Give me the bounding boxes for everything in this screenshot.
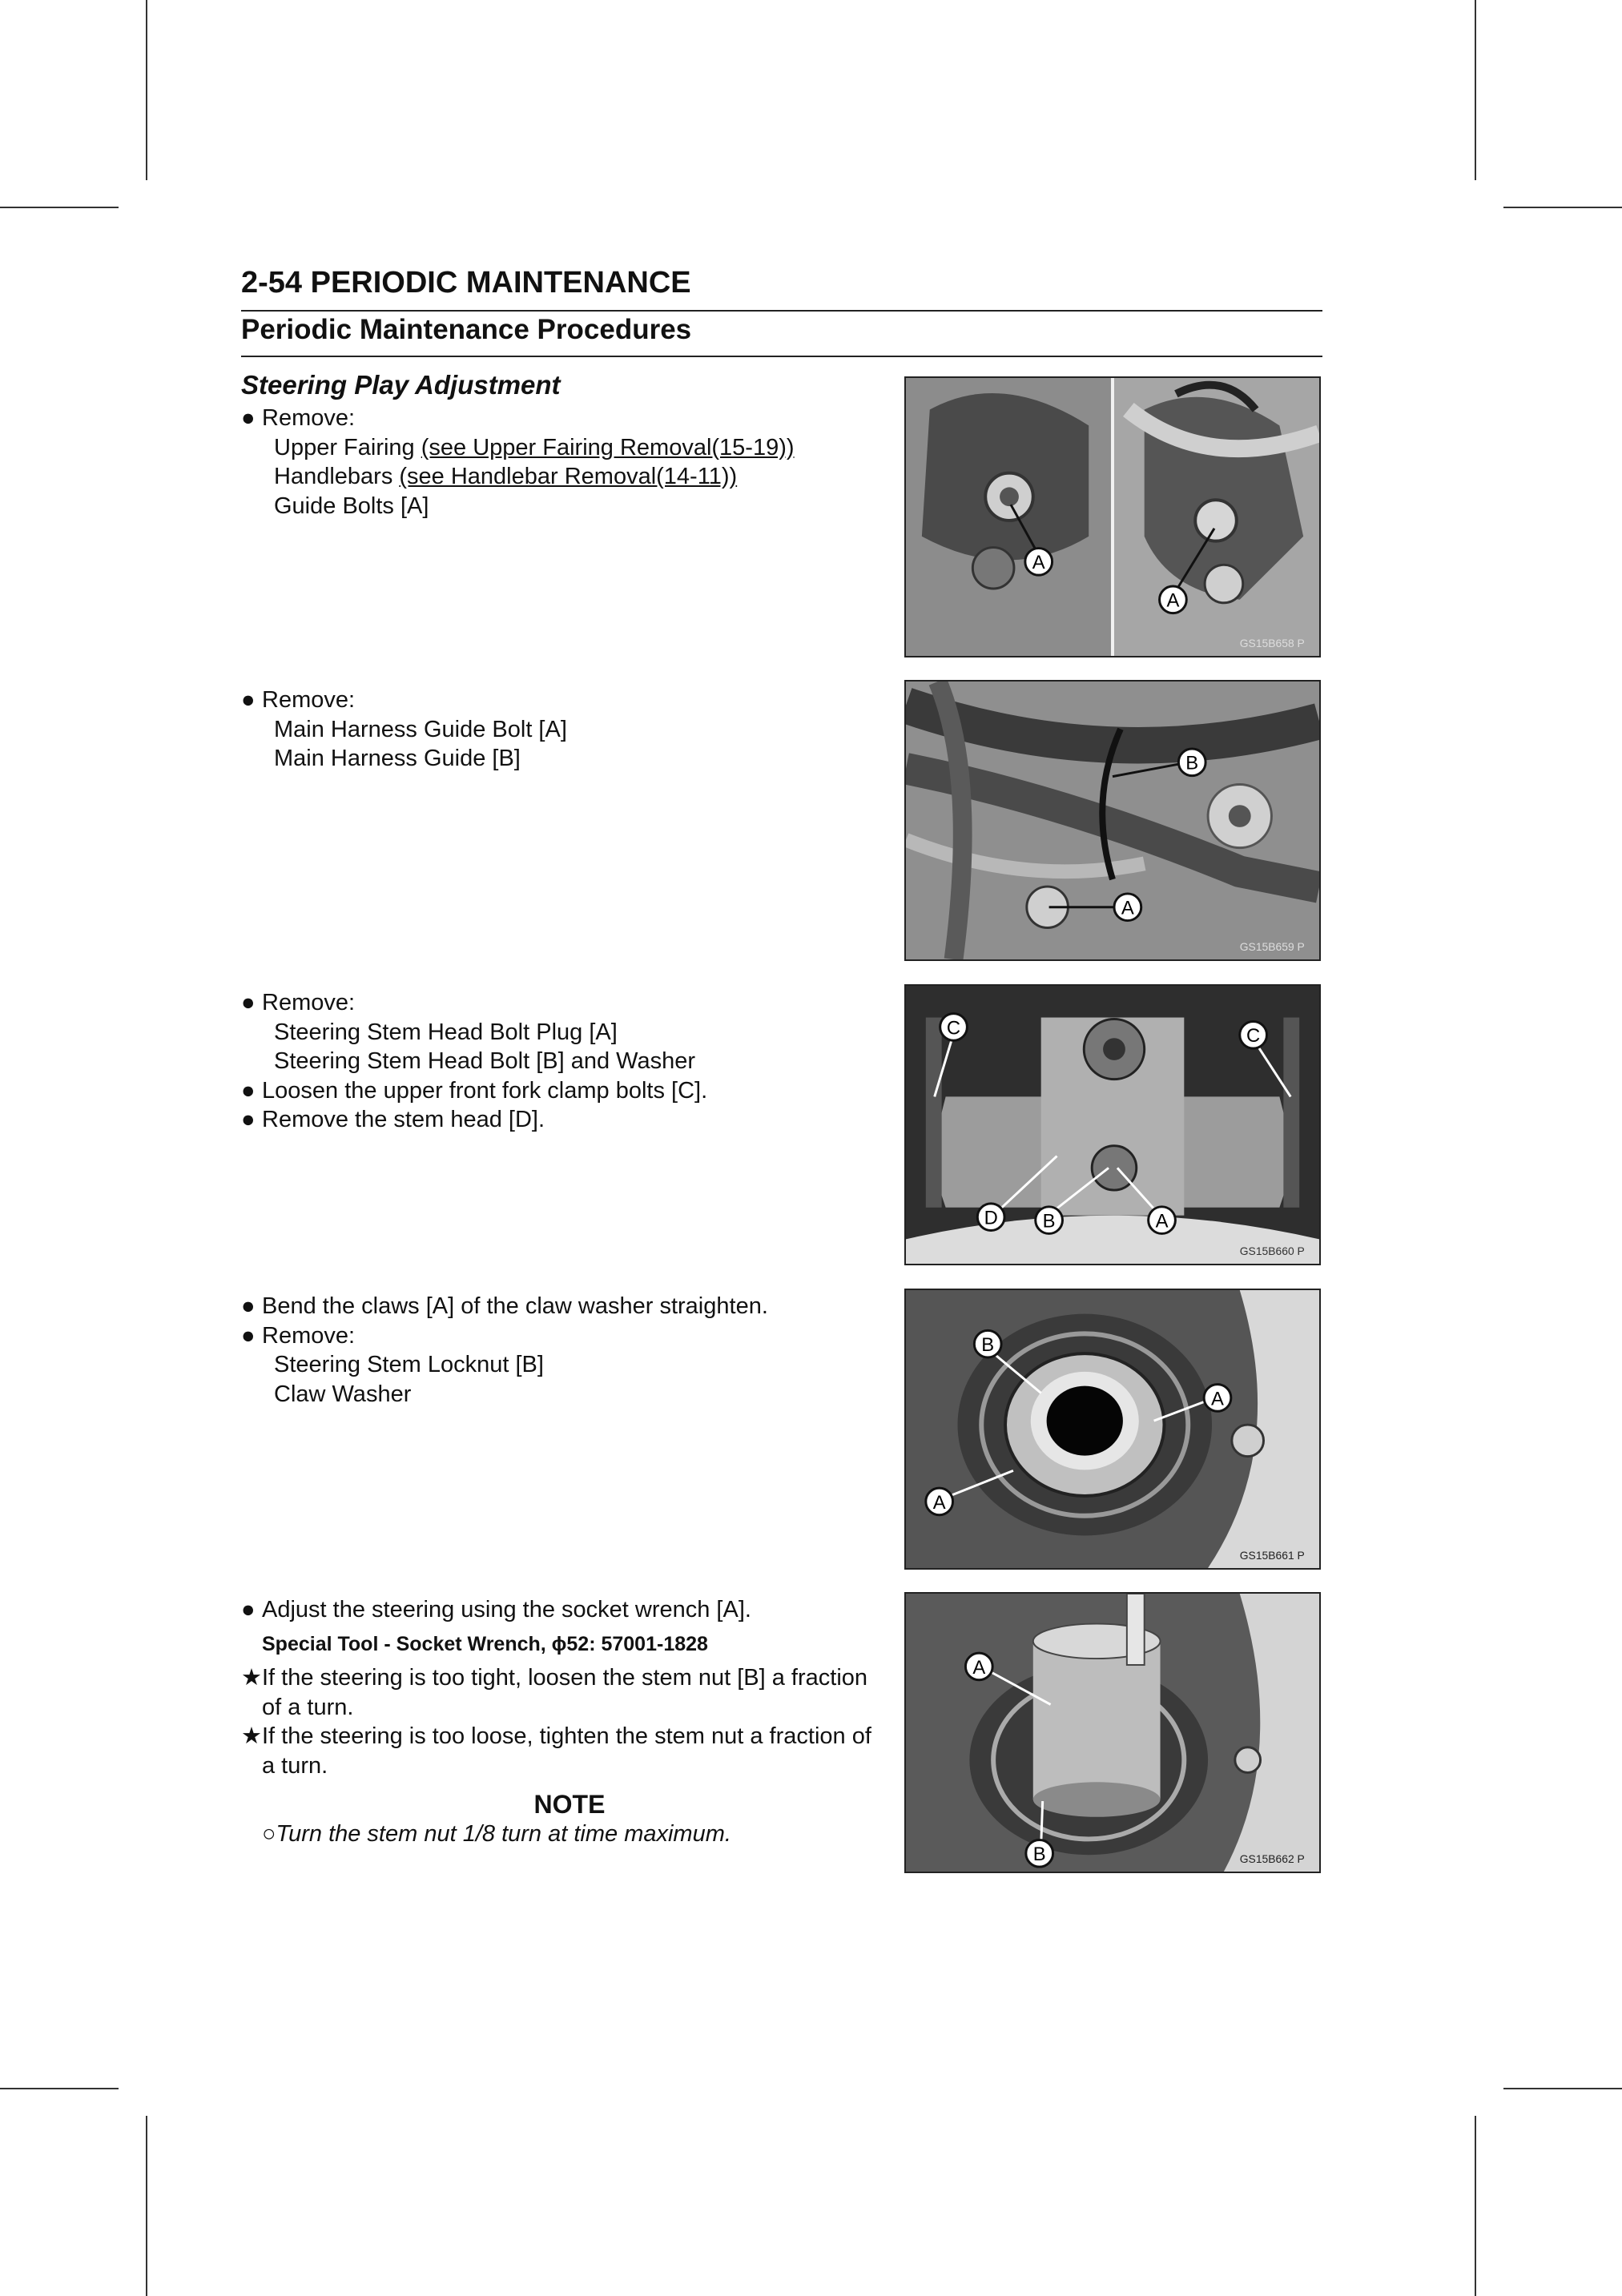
bullet-icon: ●: [241, 990, 256, 1015]
note-heading: NOTE: [533, 1790, 606, 1819]
step-1-item-3: Guide Bolts [A]: [274, 493, 429, 519]
crop-mark-bottom-left-h: [0, 2088, 119, 2089]
upper-fairing-ref-link[interactable]: (see Upper Fairing Removal(15-19)): [421, 434, 795, 460]
callout-label: A: [932, 1491, 946, 1514]
crop-mark-top-right: [1475, 0, 1476, 180]
figure-harness-guide-photo: [904, 680, 1321, 961]
note-text: [241, 1820, 882, 1849]
procedure-title: Steering Play Adjustment: [241, 370, 561, 400]
step-5-text: [241, 1595, 882, 1848]
figure-stem-head-photo: [904, 984, 1321, 1265]
callout-label: B: [981, 1334, 995, 1357]
crop-mark-top-left-h: [0, 207, 119, 208]
step-5-star-2-text: If the steering is too loose, tighten the stem nut a fraction of a turn.: [262, 1723, 871, 1779]
header-rule-bottom: [241, 356, 1322, 357]
step-2-bullet: [241, 686, 882, 715]
callout-label: A: [1211, 1388, 1224, 1410]
step-5-star-2: [241, 1722, 882, 1780]
callout-label: B: [1185, 752, 1199, 774]
bullet-icon: ●: [241, 1293, 256, 1319]
step-5-bullet-1: [241, 1595, 882, 1625]
step-3-bullet-2: [241, 1076, 882, 1106]
step-3-bullet-3: [241, 1105, 882, 1135]
bullet-icon: ●: [241, 1107, 256, 1132]
step-2-item-2: Main Harness Guide [B]: [274, 746, 521, 771]
step-3-bullet-3-text: Remove the stem head [D].: [262, 1107, 545, 1132]
step-1-action: Remove:: [262, 405, 356, 431]
callout-label: C: [1246, 1025, 1261, 1047]
callout-label: B: [1032, 1844, 1046, 1866]
figure-socket-wrench-photo: [904, 1592, 1321, 1873]
figure-code: GS15B661 P: [1239, 1549, 1305, 1562]
page-title: 2-54 PERIODIC MAINTENANCE: [241, 266, 691, 300]
step-1-item-2: [241, 462, 882, 492]
callout-label: A: [1121, 897, 1134, 919]
step-3-bullet-2-text: Loosen the upper front fork clamp bolts [C].: [262, 1077, 708, 1104]
bullet-icon: ●: [241, 687, 256, 713]
step-3-action: Remove:: [262, 990, 356, 1015]
step-2-item-1: Main Harness Guide Bolt [A]: [274, 716, 567, 742]
step-1-item-1-label: Upper Fairing: [274, 434, 421, 460]
figure-code: GS15B662 P: [1239, 1852, 1305, 1866]
step-4-bullet-2: [241, 1321, 882, 1351]
bullet-icon: ●: [241, 1077, 256, 1104]
callout-label: B: [1042, 1210, 1056, 1232]
callout-label: A: [1166, 589, 1180, 612]
step-5-bullet-1-text: Adjust the steering using the socket wrench [A].: [262, 1597, 751, 1622]
section-header: Periodic Maintenance Procedures: [241, 314, 692, 345]
crop-mark-top-right-h: [1503, 207, 1622, 208]
circle-bullet-icon: ○: [262, 1820, 276, 1847]
note-text-content: Turn the stem nut 1/8 turn at time maximum.: [276, 1820, 731, 1847]
callout-label: A: [1032, 552, 1045, 574]
step-3-item-2: Steering Stem Head Bolt [B] and Washer: [274, 1048, 696, 1074]
step-2-text: [241, 686, 882, 774]
step-1-item-2-label: Handlebars: [274, 464, 400, 489]
star-icon: ★: [241, 1665, 262, 1691]
bullet-icon: ●: [241, 405, 256, 431]
header-rule-top: [241, 310, 1322, 312]
step-3-text: [241, 988, 882, 1135]
bullet-icon: ●: [241, 1322, 256, 1349]
step-4-bullet-1-text: Bend the claws [A] of the claw washer straighten.: [262, 1293, 768, 1319]
step-5-star-1-text: If the steering is too tight, loosen the stem nut [B] a fraction of a turn.: [262, 1665, 868, 1720]
figure-locknut-photo: [904, 1289, 1321, 1570]
crop-mark-bottom-right-h: [1503, 2088, 1622, 2089]
step-3-item-1: Steering Stem Head Bolt Plug [A]: [274, 1019, 618, 1045]
step-5-star-1: [241, 1663, 882, 1722]
step-1-bullet: [241, 404, 882, 433]
star-icon: ★: [241, 1723, 262, 1749]
crop-mark-bottom-right: [1475, 2116, 1476, 2296]
crop-mark-top-left: [146, 0, 147, 180]
callout-label: A: [972, 1656, 986, 1679]
callout-label: D: [984, 1207, 998, 1229]
step-4-bullet-1: [241, 1292, 882, 1321]
handlebar-ref-link[interactable]: (see Handlebar Removal(14-11)): [399, 464, 738, 489]
step-1-item-1: [241, 433, 882, 463]
crop-mark-bottom-left: [146, 2116, 147, 2296]
step-4-item-2: Claw Washer: [274, 1381, 412, 1407]
bullet-icon: ●: [241, 1597, 256, 1622]
figure-guide-bolts-photo: [904, 376, 1321, 657]
step-3-bullet-1: [241, 988, 882, 1018]
figure-code: GS15B659 P: [1239, 940, 1305, 954]
figure-code: GS15B660 P: [1239, 1245, 1305, 1258]
special-tool-line: Special Tool - Socket Wrench, ϕ52: 57001-1828: [262, 1632, 708, 1655]
step-4-text: [241, 1292, 882, 1409]
step-4-action: Remove:: [262, 1322, 356, 1349]
callout-label: A: [1155, 1210, 1169, 1232]
figure-code: GS15B658 P: [1239, 637, 1305, 650]
callout-label: C: [946, 1017, 961, 1039]
step-2-action: Remove:: [262, 687, 356, 713]
step-4-item-1: Steering Stem Locknut [B]: [274, 1352, 544, 1377]
step-1-text: [241, 404, 882, 521]
